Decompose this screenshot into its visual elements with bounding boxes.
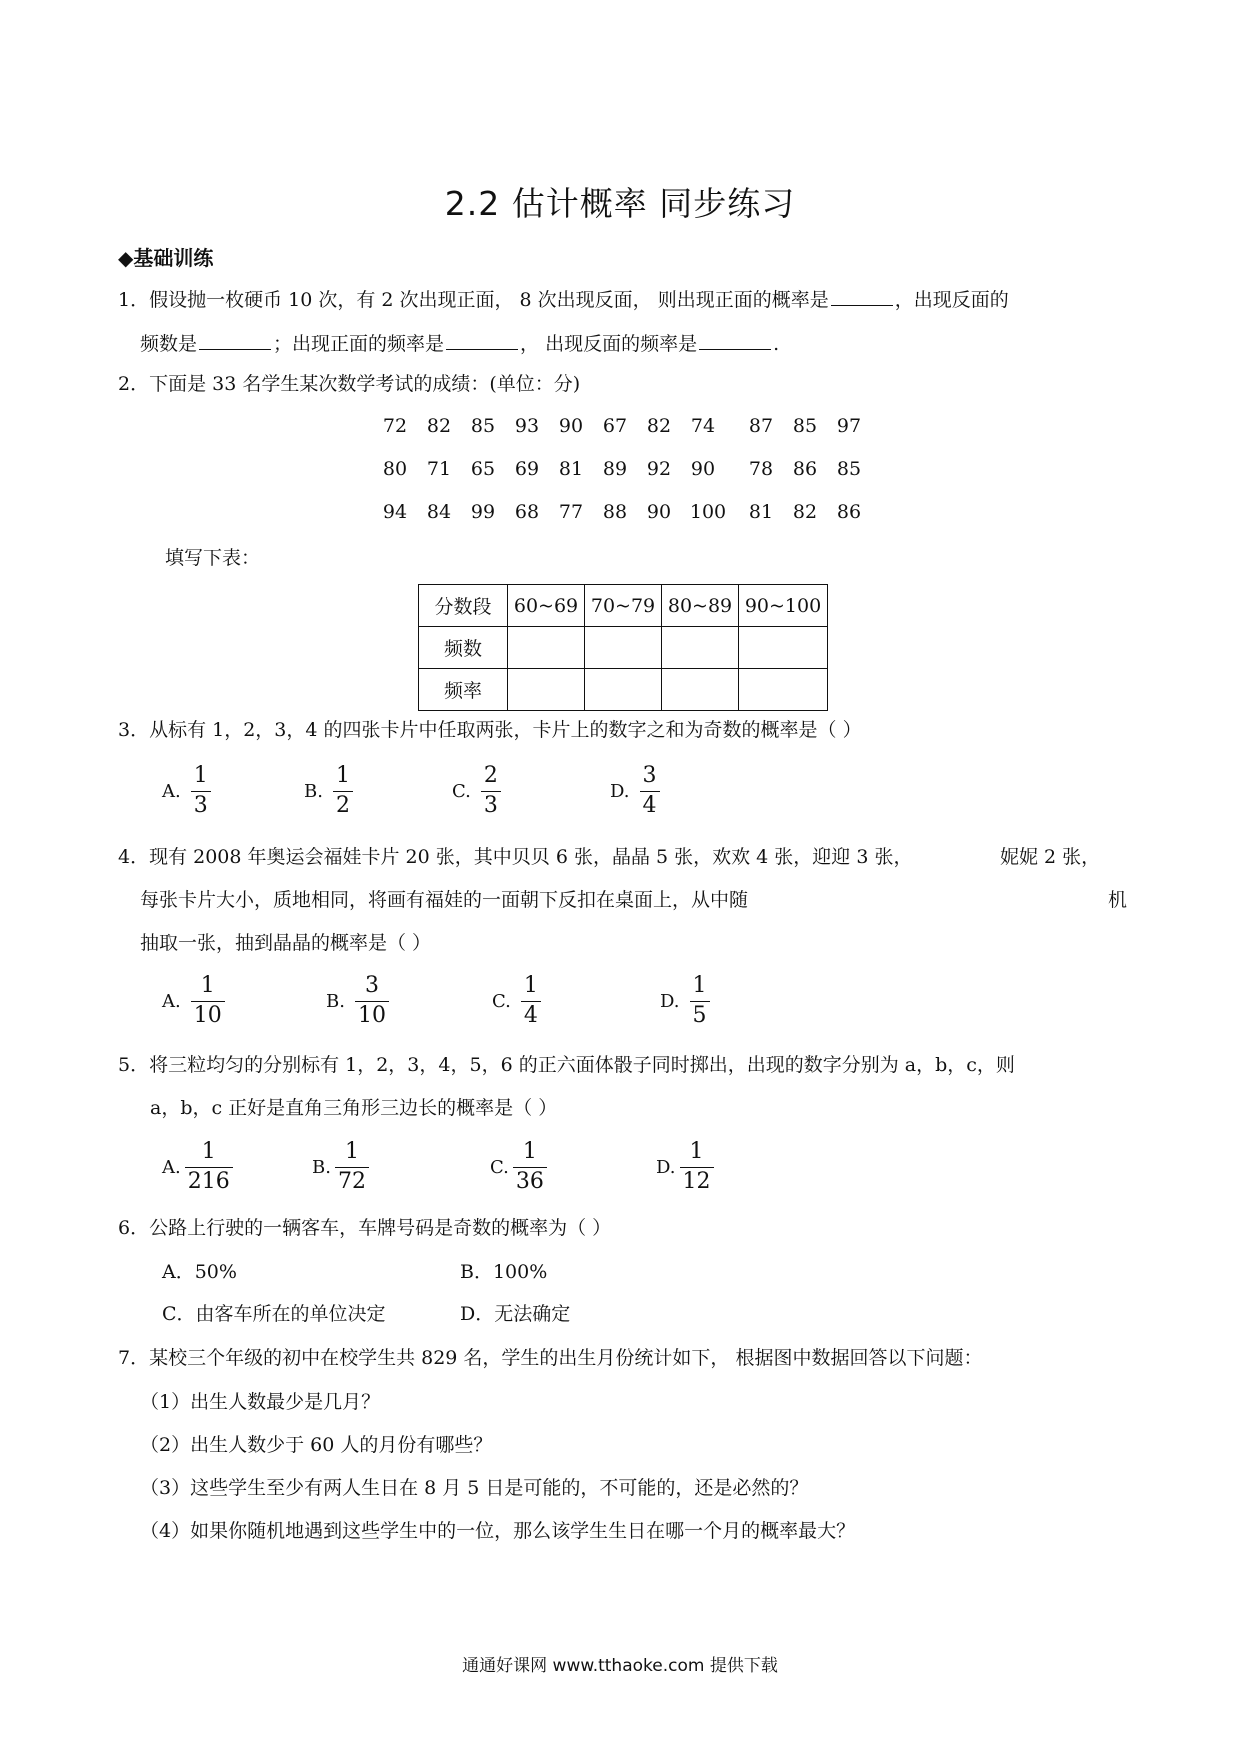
q1-blank-4[interactable]	[699, 331, 771, 350]
table-header-cell: 70~79	[585, 585, 662, 627]
q3-option-b[interactable]	[304, 763, 353, 819]
option-label: D.	[610, 780, 630, 802]
table-row	[419, 627, 828, 669]
score: 85	[836, 458, 862, 480]
numerator: 1	[201, 1139, 216, 1164]
numerator: 2	[483, 763, 498, 788]
score: 84	[426, 501, 452, 523]
q3-option-d[interactable]	[610, 763, 660, 819]
table-cell[interactable]	[585, 627, 662, 669]
option-label: B.	[326, 990, 345, 1012]
score: 92	[646, 458, 672, 480]
score: 72	[382, 415, 408, 437]
footer-credit: 通通好课网 www.tthaoke.com 提供下载	[462, 1656, 778, 1676]
score: 86	[836, 501, 862, 523]
q5-line2: a，b，c 正好是直角三角形三边长的概率是（ ）	[150, 1097, 558, 1119]
fraction	[640, 763, 660, 819]
table-row	[419, 585, 828, 627]
denominator: 3	[481, 791, 501, 819]
denominator: 2	[333, 791, 353, 819]
q1-blank-3[interactable]	[446, 331, 518, 350]
score: 85	[470, 415, 496, 437]
denominator: 216	[185, 1167, 233, 1195]
score: 71	[426, 458, 452, 480]
table-cell[interactable]	[662, 669, 739, 711]
q7-sub-2: （2）出生人数少于 60 人的月份有哪些？	[140, 1434, 493, 1456]
fraction	[191, 973, 225, 1029]
q4-option-a[interactable]	[162, 973, 225, 1029]
option-label: A.	[162, 780, 181, 802]
q6-option-d[interactable]: D．无法确定	[460, 1303, 571, 1325]
table-cell[interactable]	[508, 669, 585, 711]
option-label: B.	[304, 780, 323, 802]
score: 77	[558, 501, 584, 523]
fraction	[185, 1139, 233, 1195]
option-label: C.	[490, 1156, 509, 1178]
q3-stem: 3．从标有 1，2，3，4 的四张卡片中任取两张，卡片上的数字之和为奇数的概率是（ ）	[118, 719, 862, 741]
q7-sub-3: （3）这些学生至少有两人生日在 8 月 5 日是可能的，不可能的，还是必然的？	[140, 1477, 809, 1499]
fraction	[521, 973, 541, 1029]
score: 85	[792, 415, 818, 437]
q4-option-b[interactable]	[326, 973, 389, 1029]
score: 90	[558, 415, 584, 437]
score: 86	[792, 458, 818, 480]
q7-sub-4: （4）如果你随机地遇到这些学生中的一位，那么该学生生日在哪一个月的概率最大？	[140, 1520, 856, 1542]
score: 82	[426, 415, 452, 437]
score: 68	[514, 501, 540, 523]
numerator: 1	[200, 973, 215, 998]
denominator: 4	[521, 1001, 541, 1029]
option-label: A.	[162, 990, 181, 1012]
score: 69	[514, 458, 540, 480]
score: 93	[514, 415, 540, 437]
numerator: 1	[689, 1139, 704, 1164]
q7-sub-1: （1）出生人数最少是几月？	[140, 1391, 381, 1413]
q1-text-f: .	[773, 333, 780, 355]
q1-text-c: 频数是	[140, 333, 198, 355]
q1-blank-1[interactable]	[831, 287, 893, 306]
q2-stem: 2．下面是 33 名学生某次数学考试的成绩：(单位：分)	[118, 373, 581, 395]
fraction	[513, 1139, 547, 1195]
q7-stem: 7．某校三个年级的初中在校学生共 829 名，学生的出生月份统计如下， 根据图中数据回答以下问题：	[118, 1347, 983, 1369]
fraction	[335, 1139, 369, 1195]
denominator: 5	[690, 1001, 710, 1029]
fraction	[481, 763, 501, 819]
q5-line1: 5．将三粒均匀的分别标有 1，2，3，4，5，6 的正六面体骰子同时掷出，出现的数字分别为 a，b，c，则	[118, 1054, 1015, 1076]
numerator: 1	[193, 763, 208, 788]
q4-line2: 每张卡片大小，质地相同，将画有福娃的一面朝下反扣在桌面上，从中随	[140, 889, 749, 911]
numerator: 1	[692, 973, 707, 998]
q4-option-c[interactable]	[492, 973, 541, 1029]
option-label: C.	[492, 990, 511, 1012]
score: 67	[602, 415, 628, 437]
option-label: C.	[452, 780, 471, 802]
q6-stem: 6．公路上行驶的一辆客车，车牌号码是奇数的概率为（ ）	[118, 1217, 612, 1239]
q6-option-b[interactable]: B．100%	[460, 1261, 548, 1283]
q4-line1: 4．现有 2008 年奥运会福娃卡片 20 张，其中贝贝 6 张，晶晶 5 张，欢欢 4 张，迎迎 3 张，	[118, 846, 913, 868]
table-header-cell: 分数段	[419, 585, 508, 627]
score: 90	[646, 501, 672, 523]
q1-text-d: ；出现正面的频率是	[273, 333, 445, 355]
denominator: 4	[640, 791, 660, 819]
q5-option-c[interactable]	[490, 1139, 547, 1195]
score: 81	[558, 458, 584, 480]
q3-option-c[interactable]	[452, 763, 501, 819]
q6-option-c[interactable]: C．由客车所在的单位决定	[162, 1303, 386, 1325]
q4-line1-end: 妮妮 2 张，	[1000, 846, 1101, 868]
score: 78	[748, 458, 774, 480]
fraction	[191, 763, 211, 819]
q5-option-a[interactable]	[162, 1139, 233, 1195]
score: 99	[470, 501, 496, 523]
table-cell[interactable]	[585, 669, 662, 711]
numerator: 3	[364, 973, 379, 998]
table-header-cell: 60~69	[508, 585, 585, 627]
score: 94	[382, 501, 408, 523]
denominator: 36	[513, 1167, 547, 1195]
table-header-cell: 90~100	[739, 585, 828, 627]
table-header-cell: 80~89	[662, 585, 739, 627]
numerator: 1	[344, 1139, 359, 1164]
score: 100	[689, 501, 727, 523]
table-cell[interactable]	[739, 627, 828, 669]
score: 74	[690, 415, 716, 437]
numerator: 3	[642, 763, 657, 788]
score: 88	[602, 501, 628, 523]
table-row	[419, 669, 828, 711]
q1-text-e: ， 出现反面的频率是	[520, 333, 698, 355]
denominator: 10	[355, 1001, 389, 1029]
score: 65	[470, 458, 496, 480]
q6-option-a[interactable]: A．50%	[162, 1261, 237, 1283]
q1-blank-2[interactable]	[199, 331, 271, 350]
score: 90	[690, 458, 716, 480]
table-cell[interactable]	[508, 627, 585, 669]
page-title: 2.2 估计概率 同步练习	[444, 184, 796, 223]
section-heading: ◆基础训练	[118, 246, 214, 270]
table-row-label: 频率	[419, 669, 508, 711]
score: 80	[382, 458, 408, 480]
fraction	[333, 763, 353, 819]
q3-option-a[interactable]	[162, 763, 211, 819]
q1-text-a: 1．假设抛一枚硬币 10 次，有 2 次出现正面， 8 次出现反面， 则出现正面的概率是	[118, 289, 829, 311]
table-cell[interactable]	[739, 669, 828, 711]
option-label: A.	[162, 1156, 181, 1178]
score: 89	[602, 458, 628, 480]
q4-option-d[interactable]	[660, 973, 710, 1029]
score: 97	[836, 415, 862, 437]
q5-option-b[interactable]	[312, 1139, 369, 1195]
q4-line2-end: 机	[1108, 889, 1128, 911]
option-label: B.	[312, 1156, 331, 1178]
fraction	[680, 1139, 714, 1195]
table-cell[interactable]	[662, 627, 739, 669]
q1-line1	[118, 287, 1009, 312]
q4-line3: 抽取一张，抽到晶晶的概率是（ ）	[140, 932, 432, 954]
q1-text-b: ，出现反面的	[894, 289, 1009, 311]
numerator: 1	[335, 763, 350, 788]
numerator: 1	[523, 973, 538, 998]
denominator: 12	[680, 1167, 714, 1195]
frequency-table	[418, 584, 828, 711]
denominator: 10	[191, 1001, 225, 1029]
q5-option-d[interactable]	[656, 1139, 714, 1195]
score: 81	[748, 501, 774, 523]
denominator: 72	[335, 1167, 369, 1195]
score: 87	[748, 415, 774, 437]
score: 82	[792, 501, 818, 523]
denominator: 3	[191, 791, 211, 819]
table-row-label: 频数	[419, 627, 508, 669]
option-label: D.	[660, 990, 680, 1012]
q2-instruction: 填写下表：	[165, 547, 261, 569]
fraction	[355, 973, 389, 1029]
score: 82	[646, 415, 672, 437]
fraction	[690, 973, 710, 1029]
option-label: D.	[656, 1156, 676, 1178]
q1-line2	[140, 331, 779, 356]
numerator: 1	[522, 1139, 537, 1164]
